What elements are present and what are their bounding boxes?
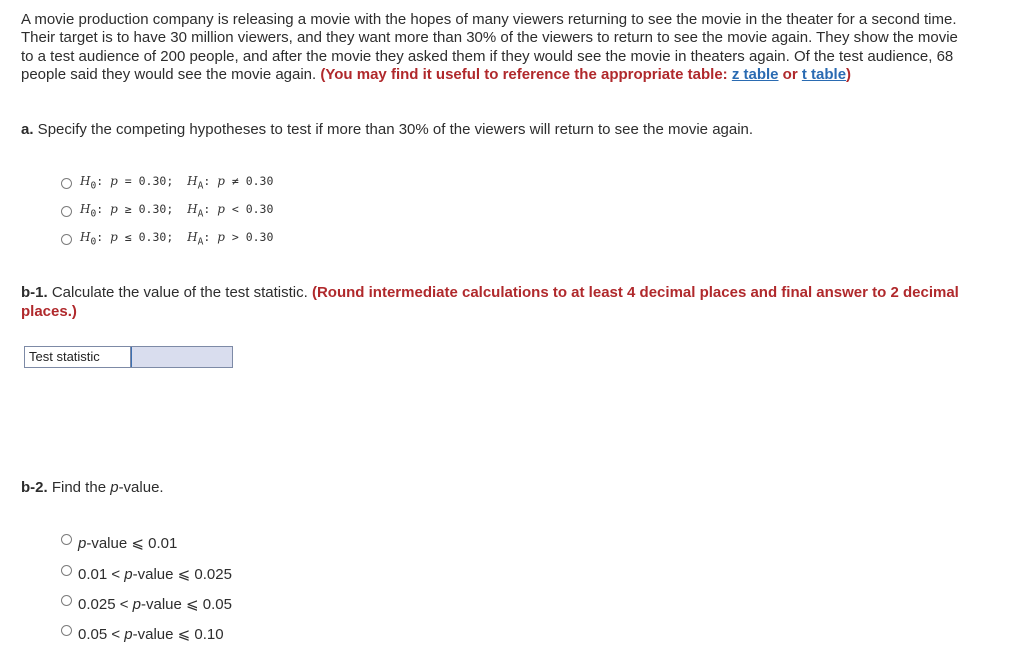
h0-value: 0.30 [138,230,167,245]
h0-subscript: 0 [90,180,97,192]
hypothesis-text: $H_0$: p = 0.30; $H_A$: p ≠ 0.30 [80,174,274,192]
pvalue-text [78,595,232,613]
h0-subscript: 0 [90,208,97,220]
ha-subscript: A [197,208,204,220]
part-a-label: a. [21,121,34,138]
table-hint-or: or [778,65,802,83]
radio-button[interactable] [61,595,72,606]
p-symbol: p [217,202,225,217]
radio-button[interactable] [61,206,72,217]
ha-value: 0.30 [245,202,274,217]
p-italic: p [132,596,141,613]
p-symbol: p [217,230,225,245]
ha-relation: ≠ [231,174,239,189]
pvalue-post: -value ⩽ 0.10 [132,626,224,643]
problem-text: A movie production company is releasing a movie with the hopes of many viewers returning to see the movie in the theater for a second time. Their target is to have 30 million viewers, and they want more than 30% of the viewers to return to see the movie again. They show the movie to a test audience of 200 people, and after the movie they asked them if they would see the movie in theaters again. Of the test audience, 68 people said they would see the movie again. [21,11,958,83]
hypothesis-option-3[interactable] [61,229,273,249]
ha-symbol: H [187,202,198,217]
h0-symbol: H [80,174,91,189]
test-statistic-label: Test statistic [25,347,131,367]
problem-statement [21,11,971,84]
radio-button[interactable] [61,178,72,189]
table-hint [320,66,851,83]
p-italic: p [78,535,87,552]
h0-value: 0.30 [138,174,167,189]
h0-symbol: H [80,230,91,245]
hypothesis-text: $H_0$: p ≥ 0.30; $H_A$: p < 0.30 [80,202,274,220]
h0-relation: = [124,174,132,189]
test-statistic-row [24,346,233,368]
ha-relation: < [231,202,239,217]
pvalue-option-2[interactable] [61,564,232,584]
h0-subscript: 0 [90,236,97,248]
ha-relation: > [231,230,239,245]
pvalue-post: -value ⩽ 0.025 [132,566,232,583]
test-statistic-input-wrap [131,347,232,367]
radio-button[interactable] [61,234,72,245]
p-italic: p [124,626,133,643]
h0-relation: ≥ [124,202,132,217]
ha-subscript: A [197,236,204,248]
hypothesis-option-2[interactable] [61,201,273,221]
radio-button[interactable] [61,625,72,636]
pvalue-option-1[interactable] [61,533,177,553]
part-a-question [21,121,971,140]
part-b2-text-after: -value. [118,479,164,496]
table-hint-suffix: ) [846,65,852,83]
pvalue-pre: 0.01 < [78,566,125,583]
pvalue-text [78,534,177,552]
table-hint-prefix: (You may find it useful to reference the appropriate table: [320,65,732,83]
part-b1-text: Calculate the value of the test statistic. [47,284,312,301]
part-b1-label: b-1. [21,284,48,301]
ha-subscript: A [197,180,204,192]
pvalue-text [78,625,224,643]
p-italic: p [124,566,133,583]
p-symbol: p [110,174,118,189]
h0-symbol: H [80,202,91,217]
part-b2-question [21,479,971,498]
test-statistic-input[interactable] [132,347,232,367]
pvalue-pre: 0.05 < [78,626,125,643]
pvalue-option-4[interactable] [61,624,224,644]
hypothesis-option-1[interactable] [61,173,273,193]
hypothesis-text: $H_0$: p ≤ 0.30; $H_A$: p > 0.30 [80,230,274,248]
ha-value: 0.30 [245,174,274,189]
h0-value: 0.30 [138,202,167,217]
part-b2-text-before: Find the [47,479,111,496]
p-italic: p [110,479,119,496]
part-b1-question [21,284,971,321]
p-symbol: p [110,230,118,245]
z-table-link[interactable]: z table [731,65,779,83]
rounding-hint: (Round intermediate calculations to at least 4 decimal places and final answer to 2 decimal places.) [21,284,959,320]
ha-value: 0.30 [245,230,274,245]
ha-symbol: H [187,230,198,245]
radio-button[interactable] [61,534,72,545]
part-a-text: Specify the competing hypotheses to test if more than 30% of the viewers will return to see the movie again. [33,121,754,138]
h0-relation: ≤ [124,230,132,245]
part-b2-label: b-2. [21,479,48,496]
pvalue-post: -value ⩽ 0.05 [140,596,232,613]
p-symbol: p [110,202,118,217]
radio-button[interactable] [61,565,72,576]
pvalue-text [78,565,232,583]
ha-symbol: H [187,174,198,189]
pvalue-option-3[interactable] [61,594,232,614]
pvalue-pre: 0.025 < [78,596,133,613]
pvalue-post: -value ⩽ 0.01 [86,535,178,552]
p-symbol: p [217,174,225,189]
t-table-link[interactable]: t table [801,65,847,83]
